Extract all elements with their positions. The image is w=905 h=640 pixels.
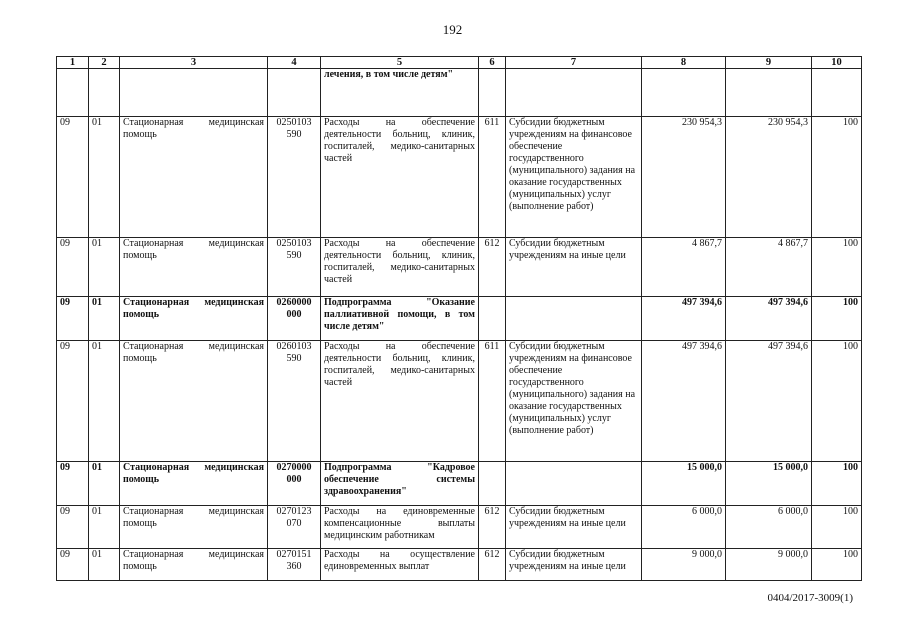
target-article-code-cell: 0260103 590: [268, 341, 321, 462]
column-header: 8: [642, 57, 726, 69]
expense-type-code-cell: [479, 69, 506, 117]
target-article-name-cell: Расходы на обеспечение деятельности больниц, клиник, госпиталей, медико-санитарных частей: [321, 117, 479, 238]
target-article-code-cell: [268, 69, 321, 117]
target-article-code-cell: 0270123 070: [268, 506, 321, 549]
page-number: 192: [442, 22, 463, 37]
execution-percent-cell: 100: [812, 341, 862, 462]
column-header: 9: [726, 57, 812, 69]
executed-amount-cell: [726, 69, 812, 117]
executed-amount-cell: 497 394,6: [726, 341, 812, 462]
section-code-cell: 09: [57, 297, 89, 341]
executed-amount-cell: 497 394,6: [726, 297, 812, 341]
section-code-cell: 09: [57, 117, 89, 238]
subsection-code-cell: 01: [89, 549, 120, 581]
expense-type-code-cell: [479, 297, 506, 341]
target-article-code-cell: 0250103 590: [268, 117, 321, 238]
executed-amount-cell: 4 867,7: [726, 238, 812, 297]
expense-type-name-cell: Субсидии бюджетным учреждениям на иные цели: [506, 549, 642, 581]
target-article-code-cell: 0270151 360: [268, 549, 321, 581]
subsection-code-cell: 01: [89, 506, 120, 549]
execution-percent-cell: 100: [812, 297, 862, 341]
column-header: 4: [268, 57, 321, 69]
section-name-cell: Стационарная медицинская помощь: [120, 341, 268, 462]
approved-amount-cell: 497 394,6: [642, 341, 726, 462]
section-code-cell: 09: [57, 506, 89, 549]
target-article-code-cell: 0260000 000: [268, 297, 321, 341]
table-row: [57, 297, 862, 341]
section-name-cell: Стационарная медицинская помощь: [120, 297, 268, 341]
subsection-code-cell: 01: [89, 462, 120, 506]
expense-type-name-cell: [506, 297, 642, 341]
subsection-code-cell: 01: [89, 117, 120, 238]
table-row: [57, 462, 862, 506]
subsection-code-cell: [89, 69, 120, 117]
approved-amount-cell: 9 000,0: [642, 549, 726, 581]
expense-type-code-cell: 612: [479, 506, 506, 549]
execution-percent-cell: 100: [812, 506, 862, 549]
section-name-cell: Стационарная медицинская помощь: [120, 462, 268, 506]
subsection-code-cell: 01: [89, 238, 120, 297]
table-row: [57, 549, 862, 581]
column-header: 7: [506, 57, 642, 69]
section-code-cell: 09: [57, 462, 89, 506]
table-row: [57, 69, 862, 117]
executed-amount-cell: 6 000,0: [726, 506, 812, 549]
approved-amount-cell: 230 954,3: [642, 117, 726, 238]
subsection-code-cell: 01: [89, 297, 120, 341]
column-header: 1: [57, 57, 89, 69]
execution-percent-cell: 100: [812, 117, 862, 238]
approved-amount-cell: 15 000,0: [642, 462, 726, 506]
section-code-cell: 09: [57, 549, 89, 581]
expense-type-name-cell: Субсидии бюджетным учреждениям на иные цели: [506, 238, 642, 297]
section-code-cell: [57, 69, 89, 117]
budget-table: [56, 56, 862, 581]
section-name-cell: [120, 69, 268, 117]
target-article-code-cell: 0270000 000: [268, 462, 321, 506]
executed-amount-cell: 15 000,0: [726, 462, 812, 506]
expense-type-code-cell: [479, 462, 506, 506]
target-article-name-cell: Подпрограмма "Кадровое обеспечение системы здравоохранения": [321, 462, 479, 506]
target-article-code-cell: 0250103 590: [268, 238, 321, 297]
section-code-cell: 09: [57, 238, 89, 297]
expense-type-code-cell: 611: [479, 341, 506, 462]
subsection-code-cell: 01: [89, 341, 120, 462]
expense-type-code-cell: 611: [479, 117, 506, 238]
expense-type-name-cell: [506, 69, 642, 117]
column-header: 3: [120, 57, 268, 69]
expense-type-code-cell: 612: [479, 238, 506, 297]
approved-amount-cell: [642, 69, 726, 117]
table-row: [57, 238, 862, 297]
column-header: 6: [479, 57, 506, 69]
target-article-name-cell: Расходы на осуществление единовременных выплат: [321, 549, 479, 581]
target-article-name-cell: лечения, в том числе детям": [321, 69, 479, 117]
table-row: [57, 341, 862, 462]
table-row: [57, 117, 862, 238]
expense-type-name-cell: Субсидии бюджетным учреждениям на иные цели: [506, 506, 642, 549]
approved-amount-cell: 497 394,6: [642, 297, 726, 341]
target-article-name-cell: Подпрограмма "Оказание паллиативной помощи, в том числе детям": [321, 297, 479, 341]
expense-type-name-cell: [506, 462, 642, 506]
column-header: 5: [321, 57, 479, 69]
section-name-cell: Стационарная медицинская помощь: [120, 506, 268, 549]
executed-amount-cell: 9 000,0: [726, 549, 812, 581]
expense-type-name-cell: Субсидии бюджетным учреждениям на финансовое обеспечение государственного (муниципального) задания на оказание государственных (муниципальных) услуг (выполнение работ): [506, 341, 642, 462]
expense-type-code-cell: 612: [479, 549, 506, 581]
section-name-cell: Стационарная медицинская помощь: [120, 117, 268, 238]
execution-percent-cell: [812, 69, 862, 117]
execution-percent-cell: 100: [812, 238, 862, 297]
header-row: [57, 57, 862, 69]
section-name-cell: Стационарная медицинская помощь: [120, 238, 268, 297]
executed-amount-cell: 230 954,3: [726, 117, 812, 238]
target-article-name-cell: Расходы на обеспечение деятельности больниц, клиник, госпиталей, медико-санитарных частей: [321, 341, 479, 462]
target-article-name-cell: Расходы на единовременные компенсационные выплаты медицинским работникам: [321, 506, 479, 549]
approved-amount-cell: 6 000,0: [642, 506, 726, 549]
table-row: [57, 506, 862, 549]
column-header: 10: [812, 57, 862, 69]
section-code-cell: 09: [57, 341, 89, 462]
section-name-cell: Стационарная медицинская помощь: [120, 549, 268, 581]
approved-amount-cell: 4 867,7: [642, 238, 726, 297]
execution-percent-cell: 100: [812, 462, 862, 506]
target-article-name-cell: Расходы на обеспечение деятельности больниц, клиник, госпиталей, медико-санитарных частей: [321, 238, 479, 297]
column-header: 2: [89, 57, 120, 69]
table-body: [57, 69, 862, 581]
document-code: 0404/2017-3009(1): [767, 592, 853, 604]
execution-percent-cell: 100: [812, 549, 862, 581]
expense-type-name-cell: Субсидии бюджетным учреждениям на финансовое обеспечение государственного (муниципального) задания на оказание государственных (муниципальных) услуг (выполнение работ): [506, 117, 642, 238]
